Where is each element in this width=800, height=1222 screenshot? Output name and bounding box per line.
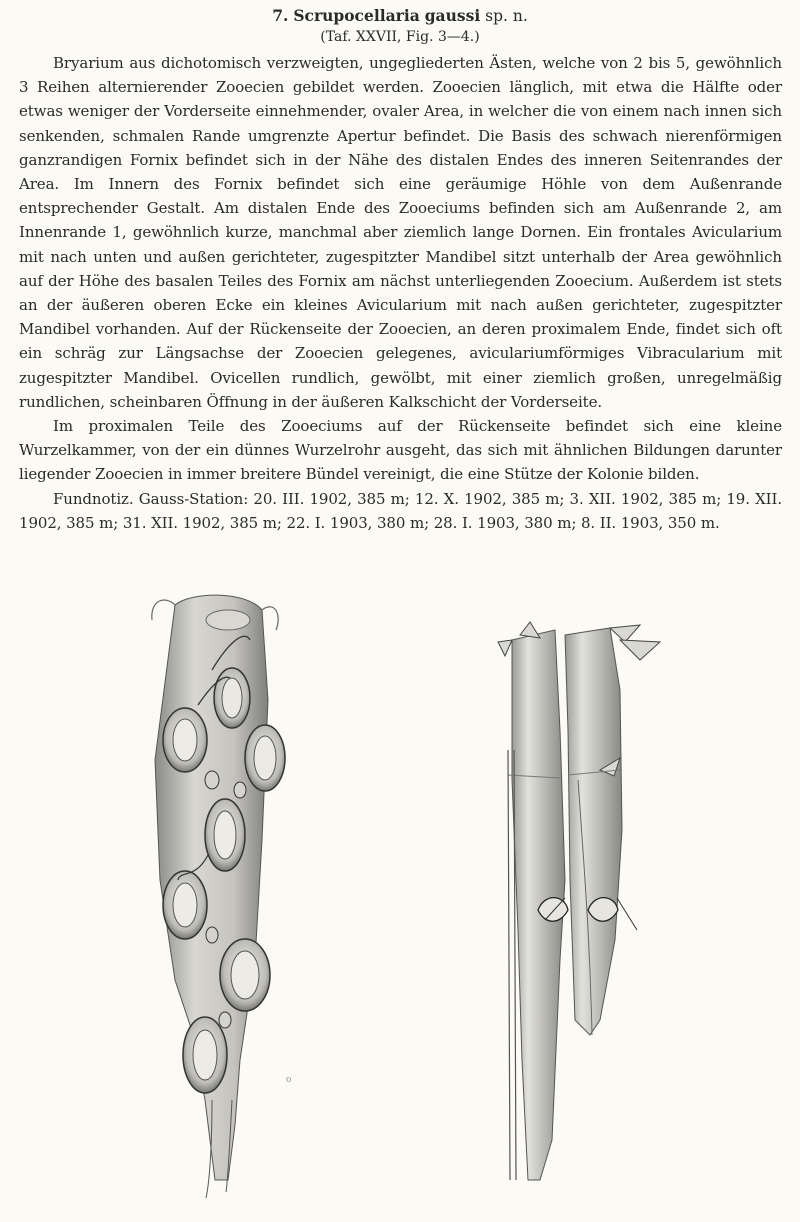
zooecium-area: [183, 1017, 227, 1093]
spine: [520, 622, 540, 638]
plate-reference: (Taf. XXVII, Fig. 3—4.): [320, 29, 480, 45]
plate-illustration: [0, 580, 800, 1222]
heading-species: gaussi: [424, 6, 481, 25]
spine: [620, 640, 660, 660]
root-tube: [508, 750, 510, 1180]
heading-suffix: sp. n.: [485, 7, 528, 25]
zooecium-area: [163, 708, 207, 772]
heading-number: 7.: [272, 6, 289, 25]
spine: [610, 625, 640, 642]
avicularium: [219, 1012, 231, 1028]
paragraph-description: Bryarium aus dichotomisch verzweigten, ungegliederten Ästen, welche von 2 bis 5, gewöhnlich 3 Reihen alternierender Zooecien gebildet werden. Zooecien länglich, mit etwa die Hälfte oder etwas weniger der Vorderseite einnehmender, ovaler Area, in welcher die von einem nach innen sich senkenden, schmalen Rande umgrenzte Apertur befindet. Die Basis des schwach nierenförmigen ganzrandigen Fornix befindet sich in der Nähe des distalen Endes des inneren Seitenrandes der Area. Im Innern des Fornix befindet sich eine geräumige Höhle von dem Außenrande entsprechender Gestalt. Am distalen Ende des Zooeciums befinden sich am Außenrande 2, am Innenrande 1, gewöhnlich kurze, manchmal aber ziemlich lange Dornen. Ein frontales Avicularium mit nach unten und außen gerichteter, zugespitzter Mandibel sitzt unterhalb der Area gewöhnlich auf der Höhe des basalen Teiles des Fornix am nächst unterliegenden Zooecium. Außerdem ist stets an der äußeren oberen Ecke ein kleines Avicularium mit nach außen gerichteter, zugespitzter Mandibel vorhanden. Auf der Rückenseite der Zooecien, an deren proximalem Ende, findet sich oft ein schräg zur Längsachse der Zooecien gelegenes, aviculariumförmiges Vibracularium mit zugespitzter Mandibel. Ovicellen rundlich, gewölbt, mit einer ziemlich großen, unregelmäßig rundlichen, scheinbaren Öffnung in der äußeren Kalkschicht der Vorderseite.: [19, 54, 782, 411]
spine: [498, 640, 512, 656]
zooecium-area: [245, 725, 285, 791]
zooecium-area: [214, 668, 250, 728]
paragraph-locality: Fundnotiz. Gauss-Station: 20. III. 1902, 385 m; 12. X. 1902, 385 m; 3. XII. 1902, 385 m; 19. XII. 1902, 385 m; 31. XII. 1902, 385 m; 22. I. 1903, 380 m; 28. I. 1903, 380 m; 8. II. 1903, 350 m.: [19, 489, 782, 532]
zooecium-area: [220, 939, 270, 1011]
figure-3-branch-frontal: [152, 595, 292, 1198]
avicularium: [205, 771, 219, 789]
vibracularium-mandible: [617, 898, 637, 930]
figure-4-branch-dorsal: [498, 622, 660, 1180]
species-heading: [0, 6, 800, 26]
heading-genus: Scrupocellaria: [293, 6, 420, 25]
paragraph-root-chamber: Im proximalen Teile des Zooeciums auf der Rückenseite befindet sich eine kleine Wurzelkammer, von der ein dünnes Wurzelrohr ausgeht, das sich mit ähnlichen Bildungen darunter liegender Zooecien in immer breitere Bündel vereinigt, die eine Stütze der Kolonie bilden.: [19, 417, 782, 484]
avicularium: [206, 927, 218, 943]
zooecium-area: [205, 799, 245, 871]
description-text: [19, 51, 782, 535]
zooecium-area: [163, 871, 207, 939]
avicularium: [234, 782, 246, 798]
figure-mark: o: [286, 1075, 292, 1085]
